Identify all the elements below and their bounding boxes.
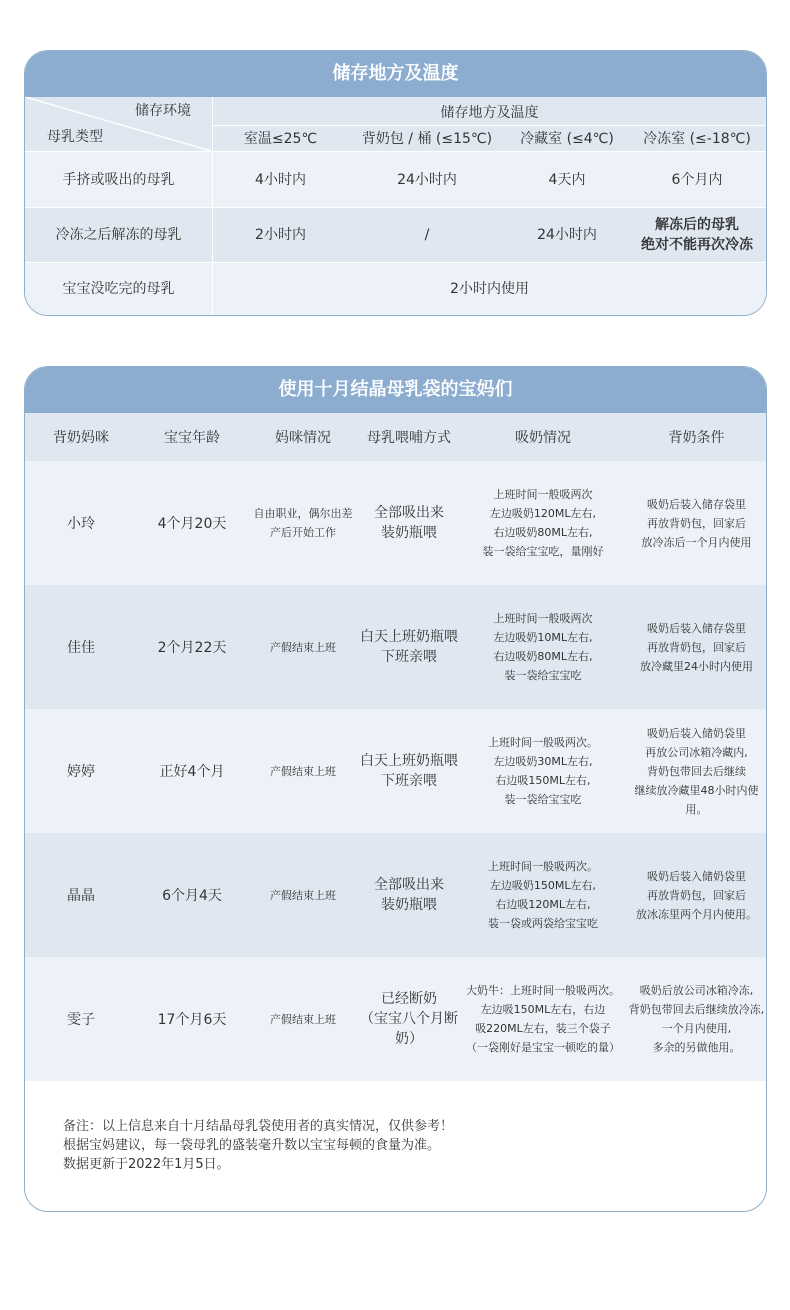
pumping-line: 左边吸奶30ML左右, [493, 755, 593, 768]
table-row [25, 833, 766, 957]
storage-header-row [25, 97, 766, 151]
storage-card [24, 50, 767, 316]
cell-name: 雯子 [67, 1012, 95, 1028]
cell-feeding [359, 957, 459, 1081]
pumping-line: 大奶牛：上班时间一般吸两次。 [466, 984, 620, 997]
merged-value: 2小时内使用 [450, 281, 529, 297]
feeding-line: 装奶瓶喂 [381, 525, 437, 541]
cell-situation [247, 957, 359, 1081]
header-situation: 妈咪情况 [275, 430, 331, 446]
col-room-temp: 室温≤25℃ [243, 130, 318, 147]
moms-card [24, 366, 767, 1212]
cell-condition [627, 709, 766, 833]
table-row [25, 585, 766, 709]
condition-line: 放冰冻里两个月内使用。 [636, 907, 757, 921]
pumping-line: 装一袋或两袋给宝宝吃 [488, 917, 598, 930]
situation-line: 产假结束上班 [270, 640, 336, 654]
table-row [25, 208, 766, 262]
pumping-line: 装一袋给宝宝吃，量刚好 [482, 545, 604, 558]
cell-condition [627, 957, 766, 1081]
moms-title: 使用十月结晶母乳袋的宝妈们 [25, 367, 766, 413]
condition-line: 多余的另做他用。 [652, 1041, 741, 1054]
pumping-line: 左边吸奶10ML左右, [493, 631, 593, 644]
cell-age: 17个月6天 [157, 1012, 227, 1028]
warning-line: 解冻后的母乳 [655, 217, 739, 233]
cell-feeding [359, 461, 459, 585]
cell-condition [627, 833, 766, 957]
cell-situation [247, 833, 359, 957]
cell-name: 晶晶 [67, 888, 95, 904]
note-line: 根据宝妈建议，每一袋母乳的盛装毫升数以宝宝每顿的食量为准。 [63, 1138, 441, 1153]
pumping-line: 装一袋给宝宝吃 [504, 669, 582, 682]
feeding-line: 全部吸出来 [374, 505, 444, 521]
condition-line: 放冷藏里24小时内使用 [640, 659, 753, 673]
cell-situation [247, 709, 359, 833]
milk-type-cell: 手挤或吸出的母乳 [62, 171, 175, 188]
situation-line: 产假结束上班 [270, 888, 336, 902]
cell-pumping [459, 461, 627, 585]
cell-feeding [359, 709, 459, 833]
pumping-line: 上班时间一般吸两次。 [488, 736, 598, 749]
cell-age: 正好4个月 [159, 764, 225, 780]
bag-value: 24小时内 [397, 171, 457, 188]
feeding-line: 装奶瓶喂 [381, 897, 437, 913]
pumping-line: 吸220ML左右，装三个袋子 [475, 1022, 611, 1035]
condition-line: 吸奶后装入储奶袋里 [647, 869, 746, 883]
cell-condition [627, 585, 766, 709]
header-pumping: 吸奶情况 [515, 430, 571, 446]
thaw-warning [628, 208, 766, 262]
cell-name: 小玲 [67, 516, 95, 532]
condition-line: 吸奶后装入储奶袋里 [647, 726, 746, 740]
cell-feeding [359, 585, 459, 709]
col-freezer: 冷冻室 (≤-18℃) [643, 130, 751, 147]
corner-bottom-label: 母乳类型 [47, 129, 103, 145]
cell-condition [627, 461, 766, 585]
condition-line: 再放背奶包，回家后 [647, 888, 746, 902]
pumping-line: 上班时间一般吸两次。 [488, 860, 598, 873]
cell-pumping [459, 833, 627, 957]
header-condition: 背奶条件 [668, 430, 725, 446]
condition-line: 吸奶后放公司冰箱冷冻, [639, 984, 754, 997]
pumping-line: 右边吸奶80ML左右, [493, 650, 593, 663]
table-row [25, 461, 766, 585]
room-temp-value: 4小时内 [255, 171, 306, 188]
moms-header-row [25, 413, 766, 461]
feeding-line: 已经断奶 [381, 991, 437, 1007]
feeding-line: 全部吸出来 [374, 877, 444, 893]
header-name: 背奶妈咪 [53, 430, 109, 446]
situation-line: 产假结束上班 [270, 1012, 336, 1026]
col-bag: 背奶包 / 桶 (≤15℃) [361, 130, 493, 147]
cell-pumping [459, 585, 627, 709]
feeding-line: 下班亲喂 [381, 649, 437, 665]
storage-title: 储存地方及温度 [25, 51, 766, 97]
table-row [25, 957, 766, 1081]
condition-line: 继续放冷藏里48小时内使用。 [634, 783, 759, 816]
pumping-line: 左边吸150ML左右，右边 [480, 1003, 606, 1016]
cell-feeding [359, 833, 459, 957]
situation-line: 自由职业，偶尔出差 [253, 507, 353, 520]
header-feeding: 母乳喂哺方式 [367, 430, 451, 446]
fridge-value: 24小时内 [537, 227, 597, 243]
feeding-line: 下班亲喂 [381, 773, 437, 789]
condition-line: 背奶包带回去后继续放冷冻, [628, 1003, 765, 1016]
milk-type-cell: 冷冻之后解冻的母乳 [55, 227, 182, 243]
col-fridge: 冷藏室 (≤4℃) [520, 130, 614, 147]
pumping-line: 右边吸120ML左右, [495, 898, 591, 911]
freezer-value: 6个月内 [671, 171, 723, 188]
header-age: 宝宝年龄 [164, 430, 220, 446]
cell-age: 6个月4天 [162, 888, 222, 904]
cell-name: 婷婷 [67, 764, 95, 780]
feeding-line: 白天上班奶瓶喂 [360, 753, 458, 769]
situation-line: 产假结束上班 [270, 764, 336, 778]
situation-line: 产后开始工作 [270, 526, 336, 539]
cell-situation [247, 585, 359, 709]
pumping-line: 左边吸奶150ML左右, [489, 879, 597, 892]
note-line: 数据更新于2022年1月5日。 [63, 1157, 230, 1172]
table-row [25, 709, 766, 833]
warning-line: 绝对不能再次冷冻 [641, 237, 753, 253]
cell-age: 2个月22天 [157, 640, 227, 656]
pumping-line: 右边吸150ML左右, [495, 774, 591, 787]
room-temp-value: 2小时内 [255, 227, 306, 243]
condition-line: 吸奶后装入储存袋里 [647, 621, 746, 635]
condition-line: 再放公司冰箱冷藏内, [645, 745, 748, 759]
cell-pumping [459, 957, 627, 1081]
condition-line: 吸奶后装入储存袋里 [647, 497, 746, 511]
milk-type-cell: 宝宝没吃完的母乳 [62, 281, 175, 297]
pumping-line: 上班时间一般吸两次 [493, 612, 593, 625]
corner-top-label: 储存环境 [135, 103, 191, 119]
feeding-line: （宝宝八个月断奶） [360, 1011, 458, 1047]
condition-line: 再放背奶包，回家后 [647, 516, 746, 530]
pumping-line: 左边吸奶120ML左右, [489, 507, 597, 520]
condition-line: 再放背奶包，回家后 [647, 640, 746, 654]
footnote [63, 1117, 453, 1174]
condition-line: 放冷冻后一个月内使用 [641, 535, 752, 549]
condition-line: 背奶包带回去后继续 [647, 764, 746, 778]
table-row [25, 152, 766, 207]
condition-line: 一个月内使用, [661, 1022, 732, 1035]
cell-age: 4个月20天 [157, 516, 227, 532]
cell-situation [247, 461, 359, 585]
bag-value: / [424, 227, 430, 243]
table-row [25, 263, 766, 315]
note-line: 备注：以上信息来自十月结晶母乳袋使用者的真实情况，仅供参考！ [63, 1119, 454, 1134]
pumping-line: 上班时间一般吸两次 [493, 488, 593, 501]
cell-pumping [459, 709, 627, 833]
fridge-value: 4天内 [548, 171, 586, 188]
pumping-line: 装一袋给宝宝吃 [504, 793, 582, 806]
pumping-line: （一袋刚好是宝宝一顿吃的量） [466, 1041, 620, 1054]
feeding-line: 白天上班奶瓶喂 [360, 629, 458, 645]
storage-group-header: 储存地方及温度 [440, 105, 539, 121]
cell-name: 佳佳 [67, 640, 95, 656]
pumping-line: 右边吸奶80ML左右, [493, 526, 593, 539]
